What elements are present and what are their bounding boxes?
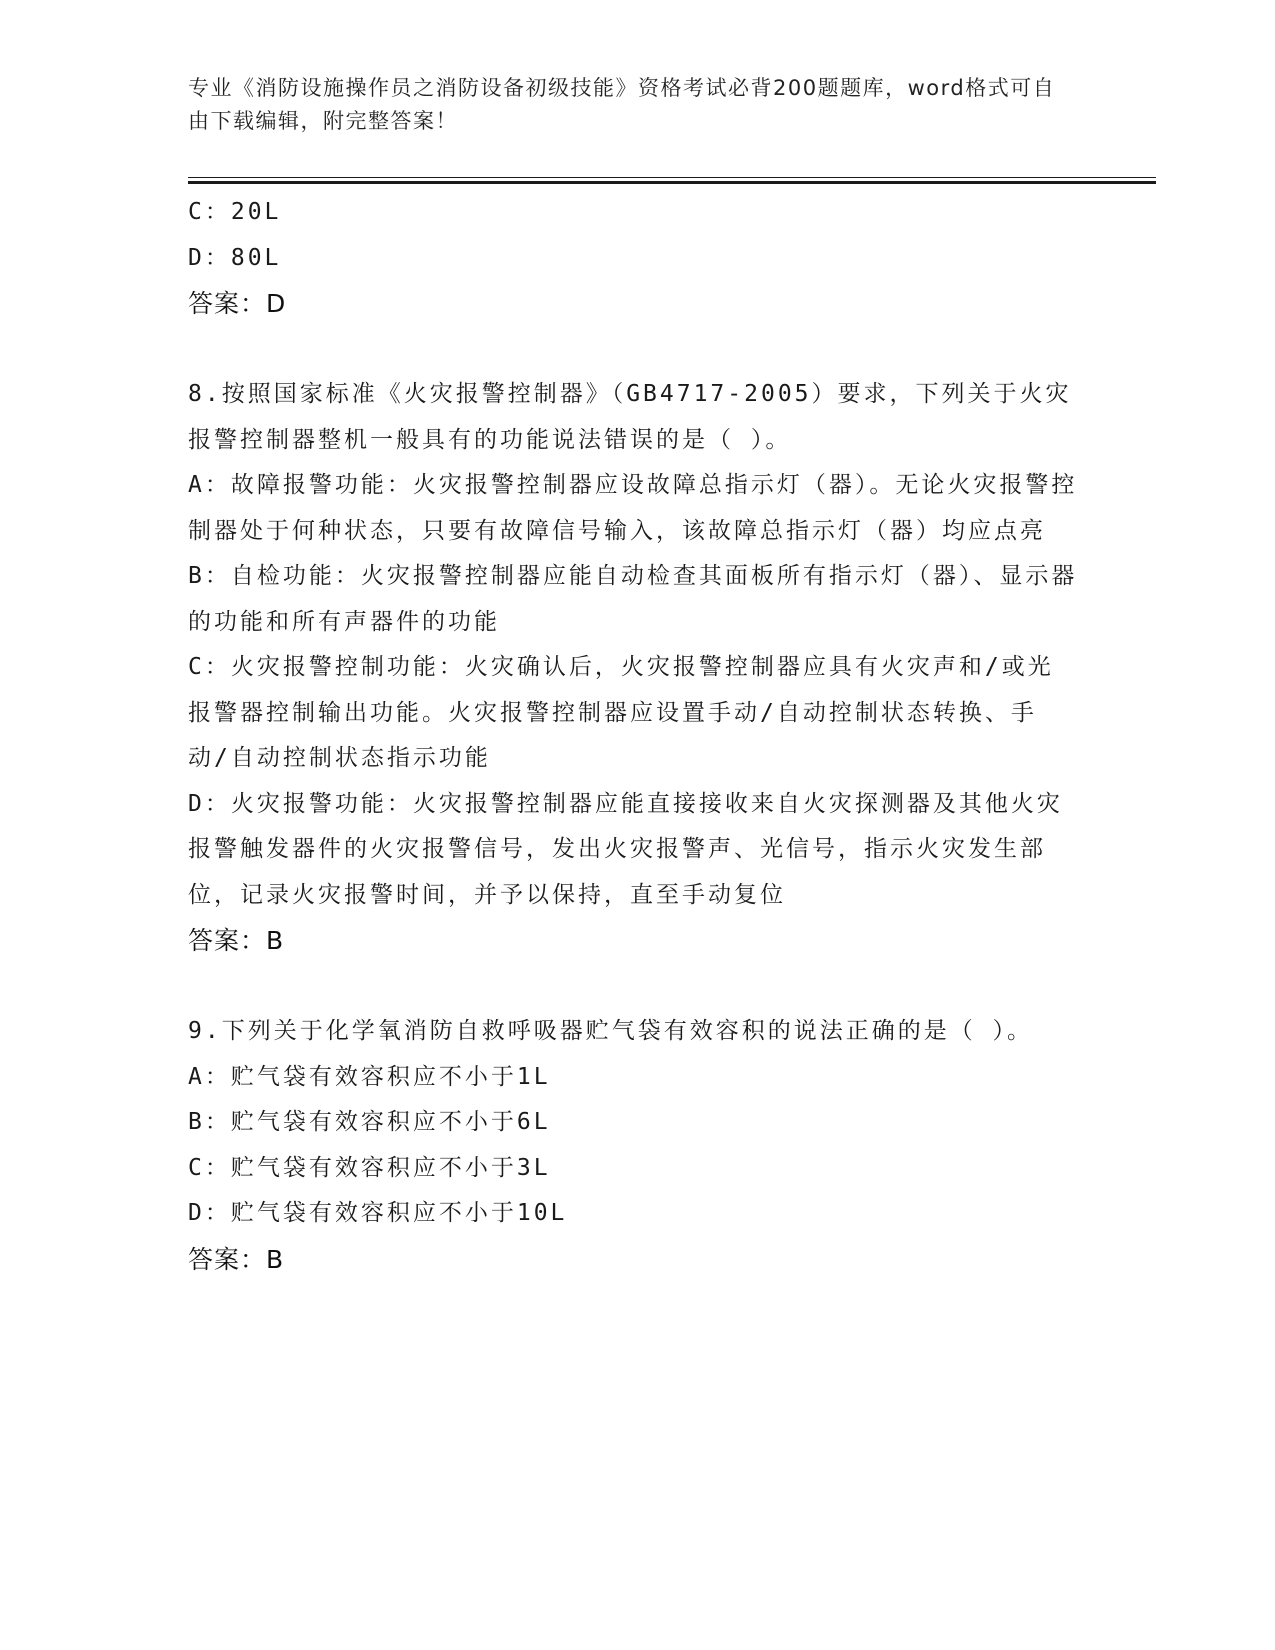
prev-option-d: D：80L — [188, 244, 282, 271]
q8-stem: 8.按照国家标准《火灾报警控制器》（GB4717-2005）要求，下列关于火灾报警控制器整机一般具有的功能说法错误的是（ ）。 — [188, 381, 1072, 453]
header-rule-thick — [188, 181, 1156, 184]
q8-option-a: A：故障报警功能：火灾报警控制器应设故障总指示灯（器）。无论火灾报警控制器处于何种状态，只要有故障信号输入，该故障总指示灯（器）均应点亮 — [188, 472, 1078, 544]
q8-option-c: C：火灾报警控制功能：火灾确认后，火灾报警控制器应具有火灾声和/或光报警器控制输出功能。火灾报警控制器应设置手动/自动控制状态转换、手动/自动控制状态指示功能 — [188, 654, 1054, 771]
page-header — [188, 72, 1068, 138]
header-rule-thin — [188, 177, 1156, 178]
q9-option-d: D：贮气袋有效容积应不小于10L — [188, 1200, 568, 1226]
question-9 — [188, 1009, 1078, 1282]
spacer — [188, 327, 1078, 373]
q9-option-b: B：贮气袋有效容积应不小于6L — [188, 1109, 551, 1135]
prev-option-c: C：20L — [188, 199, 282, 225]
document-title: 专业《消防设施操作员之消防设备初级技能》资格考试必背200题题库，word格式可自由下载编辑，附完整答案！ — [188, 76, 1056, 133]
q8-option-d: D：火灾报警功能：火灾报警控制器应能直接接收来自火灾探测器及其他火灾报警触发器件的火灾报警信号，发出火灾报警声、光信号，指示火灾发生部位，记录火灾报警时间，并予以保持，直至手动复位 — [188, 790, 1063, 908]
q9-option-c: C：贮气袋有效容积应不小于3L — [188, 1154, 551, 1181]
question-list — [188, 190, 1078, 1282]
q9-answer: 答案：B — [188, 1244, 285, 1274]
q9-stem: 9.下列关于化学氧消防自救呼吸器贮气袋有效容积的说法正确的是（ ）。 — [188, 1018, 1034, 1044]
prev-answer: 答案：D — [188, 289, 287, 318]
spacer — [188, 964, 1078, 1010]
q8-answer: 答案：B — [188, 926, 285, 955]
question-8 — [188, 372, 1078, 964]
q8-option-b: B：自检功能：火灾报警控制器应能自动检查其面板所有指示灯（器）、显示器的功能和所有声器件的功能 — [188, 563, 1078, 635]
q9-option-a: A：贮气袋有效容积应不小于1L — [188, 1063, 551, 1090]
